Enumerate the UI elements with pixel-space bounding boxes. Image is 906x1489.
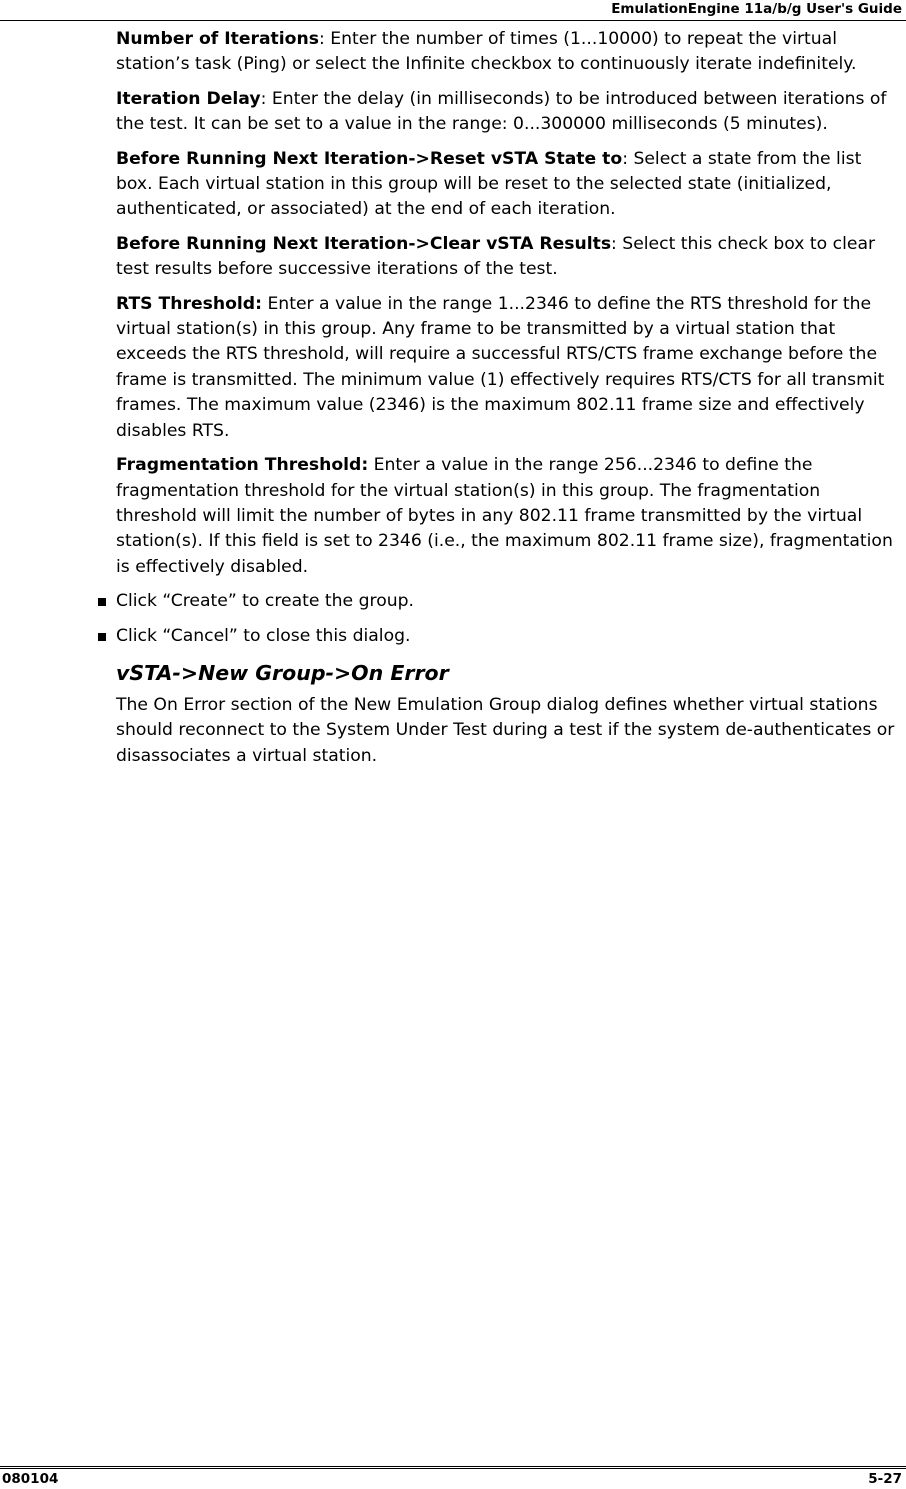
param-term: Fragmentation Threshold: bbox=[116, 455, 369, 476]
param-clear-vsta-results bbox=[116, 232, 902, 283]
param-rts-threshold bbox=[116, 292, 902, 444]
param-description: Enter a value in the range 256...2346 to define the fragmentation threshold for the virtual station(s) in this group. The fragmentation threshold will limit the number of bytes in any 802.11 frame transmitted by the virtual station(s). If this field is set to 2346 (i.e., the maximum 802.11 frame size), fragmentation is effectively disabled. bbox=[116, 455, 893, 577]
square-bullet-icon bbox=[98, 598, 106, 606]
page-header bbox=[0, 0, 906, 21]
page-content bbox=[116, 27, 902, 778]
param-description: : Select a state from the list box. Each virtual station in this group will be reset to the selected state (initialized, authenticated, or associated) at the end of each iteration. bbox=[116, 148, 862, 220]
param-fragmentation-threshold bbox=[116, 453, 902, 580]
param-number-of-iterations bbox=[116, 27, 902, 78]
section-heading: vSTA->New Group->On Error bbox=[116, 660, 449, 685]
section-body: The On Error section of the New Emulation Group dialog defines whether virtual stations should reconnect to the System Under Test during a test if the system de-authenticates or disassociates a virtual station. bbox=[116, 694, 895, 766]
param-iteration-delay bbox=[116, 87, 902, 138]
bullet-text: Click “Cancel” to close this dialog. bbox=[116, 625, 411, 646]
bullet-create bbox=[116, 589, 902, 614]
param-term: Before Running Next Iteration->Clear vSTA Results bbox=[116, 233, 612, 254]
param-description: : Select this check box to clear test results before successive iterations of the test. bbox=[116, 233, 876, 280]
bullet-text: Click “Create” to create the group. bbox=[116, 591, 414, 612]
doc-number: 080104 bbox=[2, 1471, 59, 1487]
param-term: Number of Iterations bbox=[116, 29, 319, 49]
param-term: Iteration Delay bbox=[116, 88, 261, 109]
param-reset-vsta-state bbox=[116, 147, 902, 223]
bullet-cancel bbox=[116, 624, 902, 649]
param-description: Enter a value in the range 1...2346 to define the RTS threshold for the virtual station(s) in this group. Any frame to be transmitted by a virtual station that exceeds the RTS threshold, will require a successful RTS/CTS frame exchange before the frame is transmitted. The minimum value (1) effectively requires RTS/CTS for all transmit frames. The maximum value (2346) is the maximum 802.11 frame size and effectively disables RTS. bbox=[116, 293, 885, 441]
header-title: EmulationEngine 11a/b/g User's Guide bbox=[611, 1, 902, 17]
param-description: : Enter the delay (in milliseconds) to be introduced between iterations of the test. It can be set to a value in the range: 0...300000 milliseconds (5 minutes). bbox=[116, 88, 887, 135]
square-bullet-icon bbox=[98, 633, 106, 641]
param-term: Before Running Next Iteration->Reset vSTA State to bbox=[116, 148, 623, 169]
param-description: : Enter the number of times (1...10000) to repeat the virtual station’s task (Ping) or select the Infinite checkbox to continuously iterate indefinitely. bbox=[116, 29, 857, 75]
param-term: RTS Threshold: bbox=[116, 293, 262, 314]
page-number: 5-27 bbox=[868, 1471, 902, 1487]
